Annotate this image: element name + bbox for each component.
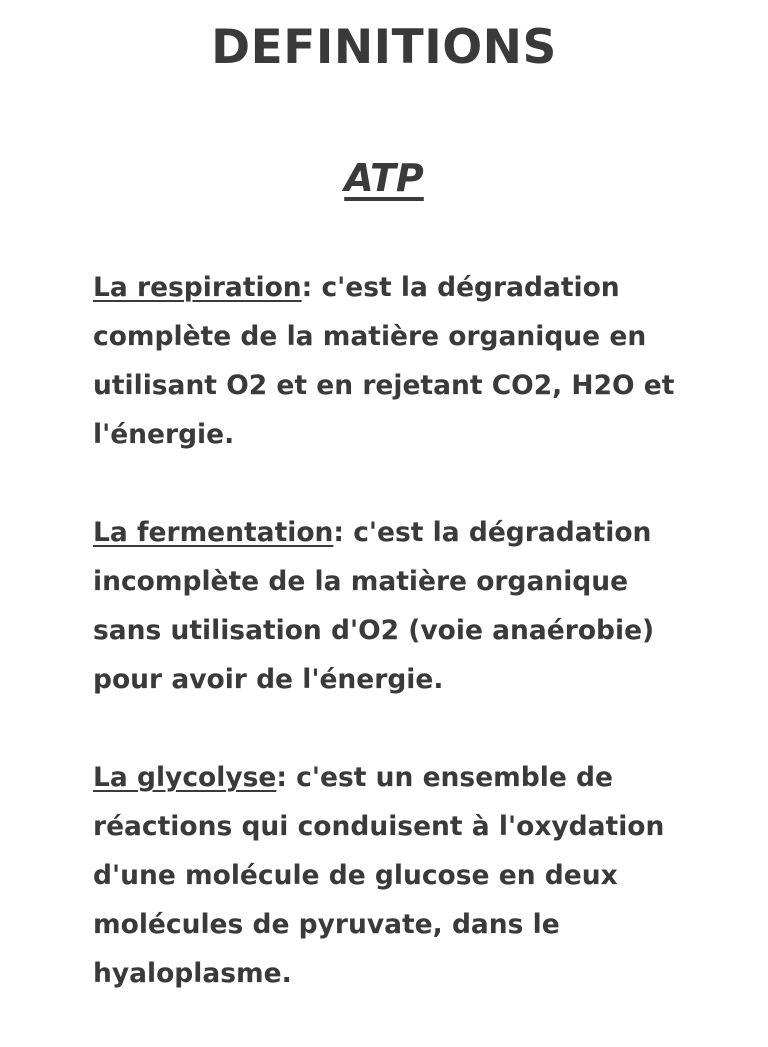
section-heading xyxy=(0,152,768,209)
page-title: DEFINITIONS xyxy=(211,20,557,75)
definition-text: : c'est la dégradation complète de la matière organique en utilisant O2 et en rejetant CO2, H2O et l'énergie. xyxy=(93,272,675,450)
definitions-list xyxy=(93,263,693,1047)
definition-glycolyse xyxy=(93,753,693,998)
definition-term: La fermentation xyxy=(93,517,334,548)
section-title-text: ATP xyxy=(344,156,424,200)
definition-term: La glycolyse xyxy=(93,762,277,793)
definition-fermentation xyxy=(93,508,693,704)
definition-term: La respiration xyxy=(93,272,302,303)
definition-respiration xyxy=(93,263,693,459)
definition-text: : c'est un ensemble de réactions qui conduisent à l'oxydation d'une molécule de glucose en deux molécules de pyruvate, dans le hyaloplasme. xyxy=(93,762,665,989)
definition-text: : c'est la dégradation incomplète de la matière organique sans utilisation d'O2 (voie anaérobie) pour avoir de l'énergie. xyxy=(93,517,655,695)
